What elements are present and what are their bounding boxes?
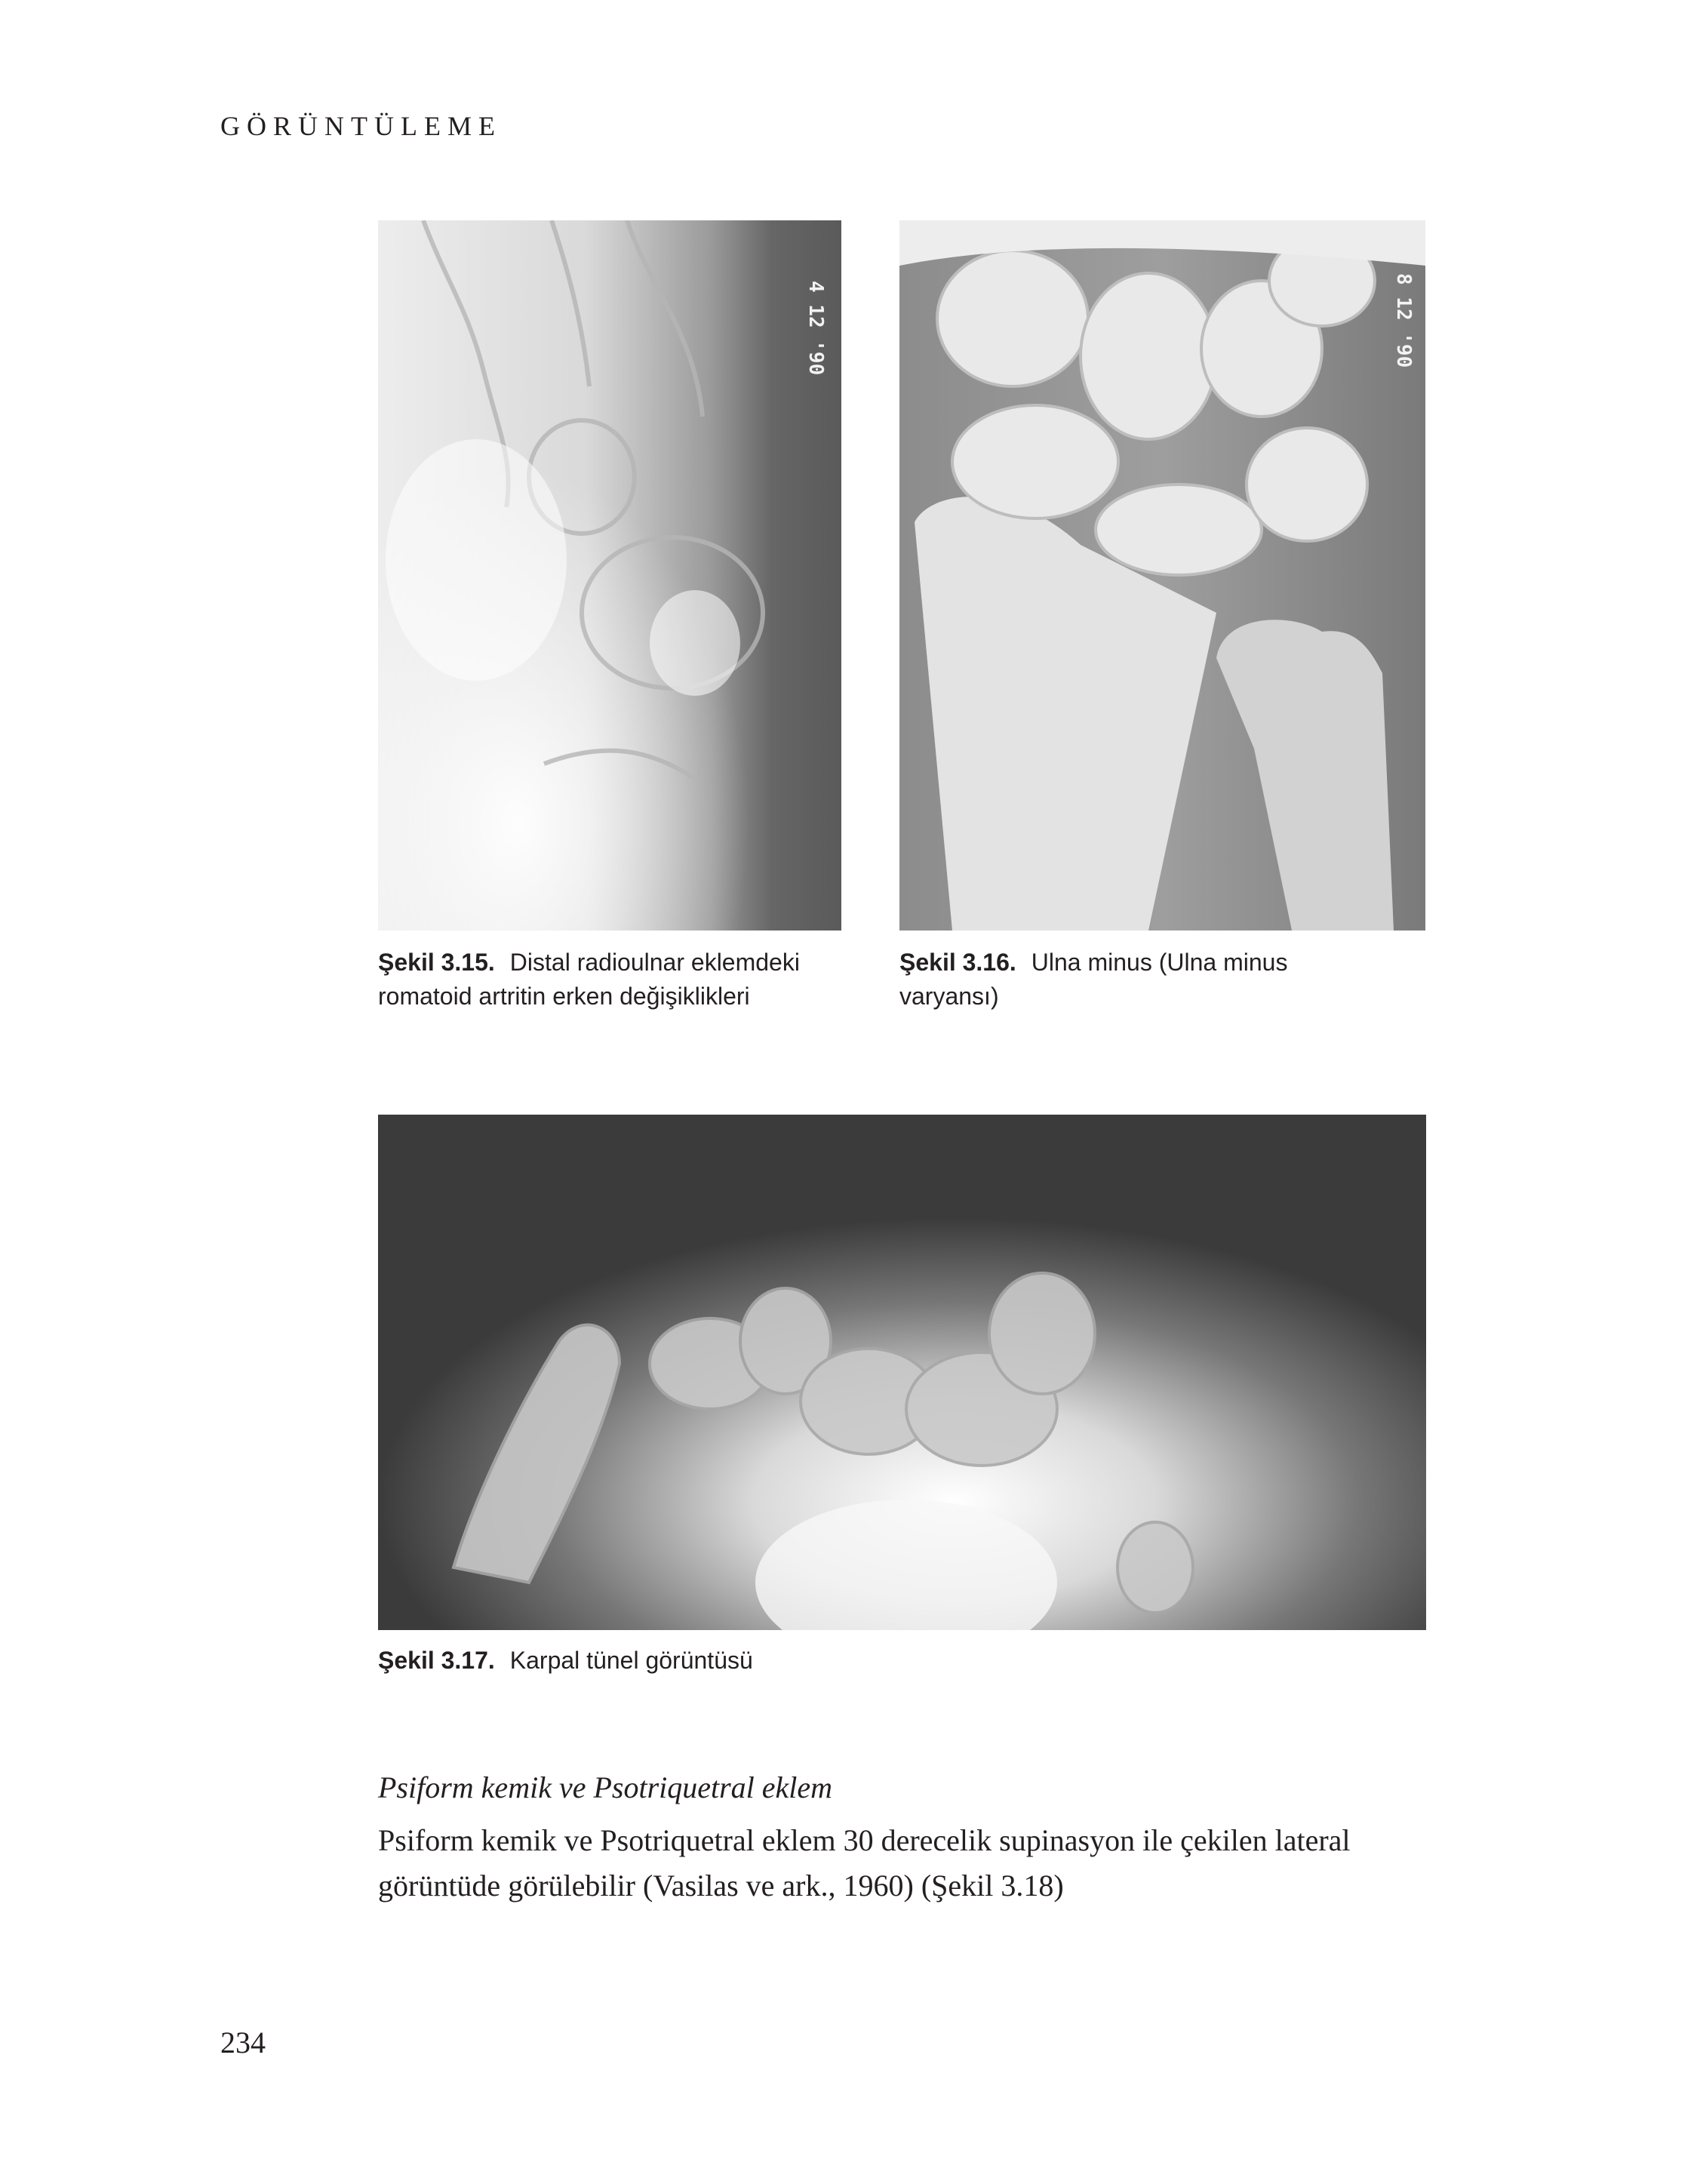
figure-3-15-xray bbox=[378, 220, 841, 931]
figure-3-16-caption bbox=[899, 946, 1382, 1014]
figure-3-16-caption-text: Ulna minus (Ulna minus varyansı) bbox=[899, 949, 1288, 1010]
fig15-date-stamp: 4 12 '90 bbox=[804, 281, 827, 376]
figure-3-16-xray bbox=[899, 220, 1425, 931]
figure-3-17-caption bbox=[378, 1644, 1208, 1678]
body-paragraph: Psiform kemik ve Psotriquetral eklem 30 derecelik supinasyon ile çekilen lateral görüntüde görülebilir (Vasilas ve ark., 1960) (Şekil 3.18) bbox=[378, 1823, 1351, 1903]
figure-3-17-label: Şekil 3.17. bbox=[378, 1647, 495, 1674]
page-number: 234 bbox=[220, 2026, 266, 2059]
figure-3-15-caption bbox=[378, 946, 861, 1014]
figure-3-17-caption-text: Karpal tünel görüntüsü bbox=[509, 1647, 753, 1674]
section-heading: Psiform kemik ve Psotriquetral eklem bbox=[378, 1770, 833, 1804]
figure-3-17-xray bbox=[378, 1115, 1426, 1630]
figure-3-15-label: Şekil 3.15. bbox=[378, 949, 495, 976]
fig16-date-stamp: 8 12 '90 bbox=[1392, 273, 1415, 368]
figure-3-15-caption-text: Distal radioulnar eklemdeki romatoid artritin erken değişiklikleri bbox=[378, 949, 800, 1010]
running-head: GÖRÜNTÜLEME bbox=[220, 111, 502, 141]
figure-3-16-label: Şekil 3.16. bbox=[899, 949, 1016, 976]
